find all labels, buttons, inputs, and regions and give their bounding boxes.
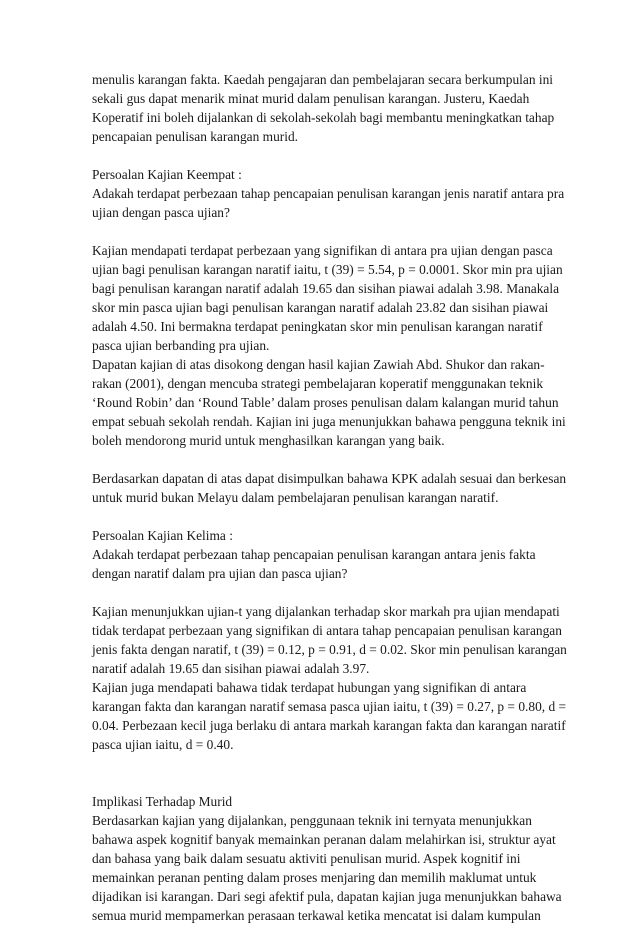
document-body (92, 70, 567, 944)
text-line: pasca ujian iaitu, d = 0.40. (92, 737, 234, 752)
text-line: semua murid mempamerkan perasaan terkawal ketika mencatat isi dalam kumpulan (92, 908, 541, 923)
paragraph-intro (92, 70, 555, 146)
text-line: 0.04. Perbezaan kecil juga berlaku di antara markah karangan fakta dan karangan naratif (92, 718, 566, 733)
section-heading: Implikasi Terhadap Murid (92, 794, 233, 809)
text-line: ujian bagi penulisan karangan naratif iaitu, t (39) = 5.54, p = 0.0001. Skor min pra ujian (92, 262, 563, 277)
text-line: boleh mendorong murid untuk menghasilkan karangan yang baik. (92, 433, 445, 448)
paragraph-dapatan-kelima (92, 602, 567, 754)
text-line: ujian dengan pasca ujian? (92, 205, 230, 220)
text-line: adalah 4.50. Ini bermakna terdapat peningkatan skor min penulisan karangan naratif (92, 319, 543, 334)
text-line: memainkan peranan penting dalam proses menjaring dan memilih maklumat untuk (92, 870, 537, 885)
text-line: rakan (2001), dengan mencuba strategi pembelajaran koperatif menggunakan teknik (92, 376, 544, 391)
section-spacer (92, 754, 552, 792)
paragraph-persoalan-keempat (92, 165, 565, 222)
text-line: skor min pasca ujian bagi penulisan karangan naratif adalah 23.82 dan sisihan piawai (92, 300, 549, 315)
paragraph-kesimpulan (92, 469, 567, 507)
text-line: menulis karangan fakta. Kaedah pengajaran dan pembelajaran secara berkumpulan ini (92, 72, 554, 87)
text-line: Adakah terdapat perbezaan tahap pencapaian penulisan karangan jenis naratif antara pra (92, 186, 565, 201)
text-line: ‘Round Robin’ dan ‘Round Table’ dalam proses penulisan dalam kalangan murid tahun (92, 395, 559, 410)
text-line: dan bahasa yang baik dalam sesuatu aktiviti penulisan murid. Aspek kognitif ini (92, 851, 521, 866)
text-line: bagi penulisan karangan naratif adalah 19.65 dan sisihan piawai adalah 3.98. Manakala (92, 281, 560, 296)
text-line: pasca ujian berbanding pra ujian. (92, 338, 270, 353)
text-line: Berdasarkan kajian yang dijalankan, penggunaan teknik ini ternyata menunjukkan (92, 813, 532, 828)
text-line: jenis fakta dengan naratif, t (39) = 0.12, p = 0.91, d = 0.02. Skor min penulisan karangan (92, 642, 567, 657)
paragraph-dapatan-keempat (92, 241, 566, 450)
text-line: dengan naratif dalam pra ujian dan pasca ujian? (92, 566, 348, 581)
text-line: sekali gus dapat menarik minat murid dalam penulisan karangan. Justeru, Kaedah (92, 91, 530, 106)
text-line: untuk murid bukan Melayu dalam pembelajaran penulisan karangan naratif. (92, 490, 499, 505)
text-line: karangan fakta dan karangan naratif semasa pasca ujian iaitu, t (39) = 0.27, p = 0.80, d = (92, 699, 567, 714)
text-line: Koperatif ini boleh dijalankan di sekolah-sekolah bagi membantu meningkatkan tahap (92, 110, 555, 125)
text-line: Adakah terdapat perbezaan tahap pencapaian penulisan karangan antara jenis fakta (92, 547, 536, 562)
text-line: Kajian mendapati terdapat perbezaan yang signifikan di antara pra ujian dengan pasca (92, 243, 553, 258)
paragraph-persoalan-kelima (92, 526, 552, 583)
text-line: bahawa aspek kognitif banyak memainkan peranan dalam melahirkan isi, struktur ayat (92, 832, 556, 847)
text-line: Kajian menunjukkan ujian-t yang dijalankan terhadap skor markah pra ujian mendapati (92, 604, 560, 619)
text-line: Berdasarkan dapatan di atas dapat disimpulkan bahawa KPK adalah sesuai dan berkesan (92, 471, 567, 486)
text-line: pencapaian penulisan karangan murid. (92, 129, 298, 144)
section-heading: Persoalan Kajian Kelima : (92, 528, 233, 543)
text-line: naratif adalah 19.65 dan sisihan piawai adalah 3.97. (92, 661, 370, 676)
section-implikasi (92, 792, 562, 925)
text-line: Kajian juga mendapati bahawa tidak terdapat hubungan yang signifikan di antara (92, 680, 527, 695)
text-line: dijadikan isi karangan. Dari segi afektif pula, dapatan kajian juga menunjukkan bahawa (92, 889, 562, 904)
text-line: Dapatan kajian di atas disokong dengan hasil kajian Zawiah Abd. Shukor dan rakan- (92, 357, 545, 372)
text-line: empat sebuah sekolah rendah. Kajian ini juga menunjukkan bahawa pengguna teknik ini (92, 414, 566, 429)
section-heading: Persoalan Kajian Keempat : (92, 167, 242, 182)
text-line: tidak terdapat perbezaan yang signifikan di antara tahap pencapaian penulisan karangan (92, 623, 562, 638)
